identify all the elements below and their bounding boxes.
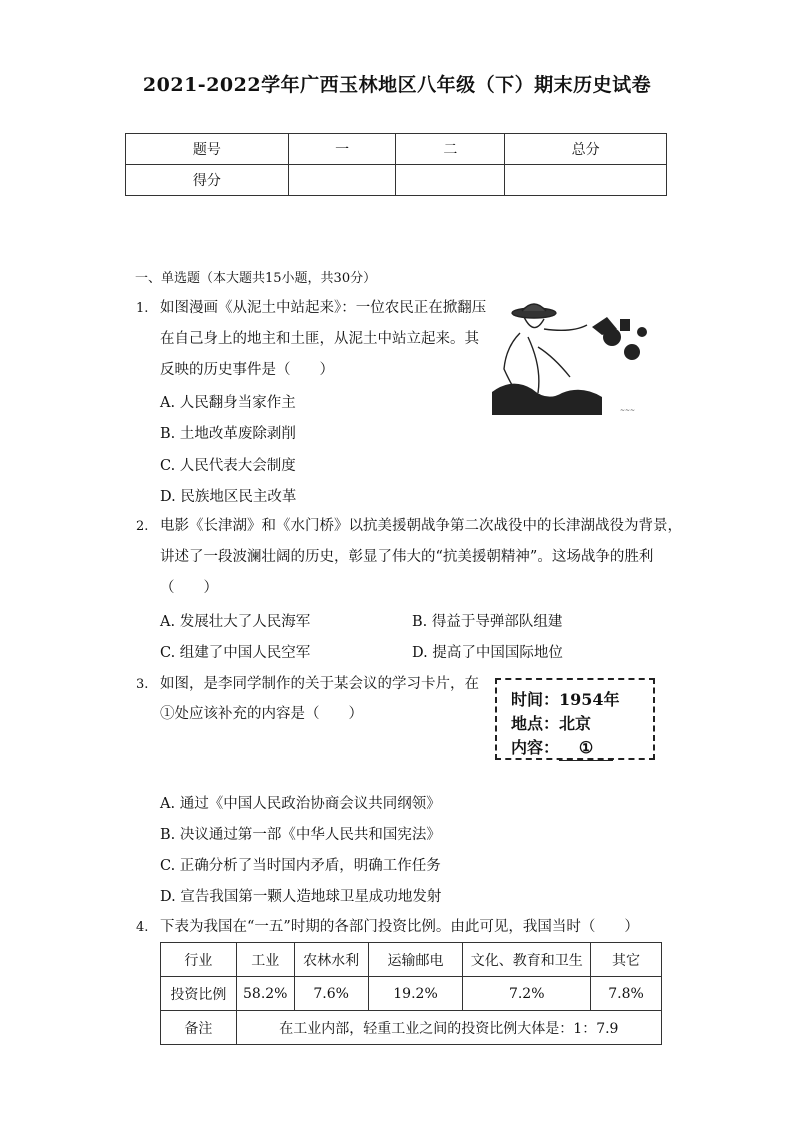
card-time: 时间：1954年 (511, 690, 620, 709)
question-number: 4. (136, 920, 149, 935)
question-3-line: 如图，是李同学制作的关于某会议的学习卡片，在 (160, 676, 479, 692)
investment-table (160, 942, 662, 1045)
page-title: 2021-2022学年广西玉林地区八年级（下）期末历史试卷 (142, 74, 652, 96)
score-table-header-row (126, 134, 667, 165)
investment-value-row (161, 977, 662, 1011)
cartoon-image (492, 297, 657, 417)
table-cell: 7.2% (463, 977, 591, 1011)
investment-note-row (161, 1011, 662, 1045)
option-a[interactable]: A. 发展壮大了人民海军 (160, 614, 311, 630)
question-1-line: 在自己身上的地主和土匪，从泥土中站立起来。其 (160, 331, 479, 347)
score-cell: 总分 (505, 134, 667, 165)
question-1-line: 反映的历史事件是（ ） (160, 362, 334, 378)
score-input-cell[interactable] (396, 165, 505, 196)
table-header-cell: 运输邮电 (368, 943, 463, 977)
option-b[interactable]: B. 得益于导弹部队组建 (412, 614, 563, 630)
section-heading: 一、单选题（本大题共15小题，共30分） (135, 271, 377, 286)
option-d[interactable]: D. 民族地区民主改革 (160, 489, 297, 505)
card-content-blank: ① (559, 736, 613, 761)
question-4-line: 下表为我国在“一五”时期的各部门投资比例。由此可见，我国当时（ ） (160, 919, 639, 935)
table-note-cell: 在工业内部，轻重工业之间的投资比例大体是：1：7.9 (236, 1011, 661, 1045)
score-cell: 二 (396, 134, 505, 165)
score-table (125, 133, 667, 196)
score-input-cell[interactable] (505, 165, 667, 196)
question-number: 2. (136, 519, 149, 534)
table-header-cell: 行业 (161, 943, 237, 977)
question-1-line: 如图漫画《从泥土中站起来》：一位农民正在掀翻压 (160, 300, 487, 316)
question-number: 1. (136, 301, 149, 316)
option-d[interactable]: D. 提高了中国国际地位 (412, 645, 563, 661)
table-header-cell: 工业 (236, 943, 294, 977)
score-cell: 得分 (126, 165, 289, 196)
option-d[interactable]: D. 宣告我国第一颗人造地球卫星成功地发射 (160, 889, 442, 905)
question-2-line: 讲述了一段波澜壮阔的历史，彰显了伟大的“抗美援朝精神”。这场战争的胜利 (160, 549, 654, 565)
table-cell: 7.8% (591, 977, 662, 1011)
option-a[interactable]: A. 通过《中国人民政治协商会议共同纲领》 (160, 796, 441, 812)
option-b[interactable]: B. 决议通过第一部《中华人民共和国宪法》 (160, 827, 441, 843)
score-input-cell[interactable] (288, 165, 396, 196)
card-content (511, 736, 639, 761)
question-3-line: ①处应该补充的内容是（ ） (160, 706, 363, 722)
option-c[interactable]: C. 人民代表大会制度 (160, 458, 296, 474)
card-place: 地点：北京 (511, 714, 592, 733)
table-header-cell: 其它 (591, 943, 662, 977)
table-cell: 备注 (161, 1011, 237, 1045)
question-2-line: 电影《长津湖》和《水门桥》以抗美援朝战争第二次战役中的长津湖战役为背景， (160, 518, 682, 534)
svg-text:~~~: ~~~ (620, 407, 636, 414)
option-c[interactable]: C. 组建了中国人民空军 (160, 645, 311, 661)
table-header-cell: 农林水利 (294, 943, 368, 977)
table-cell: 7.6% (294, 977, 368, 1011)
table-cell: 投资比例 (161, 977, 237, 1011)
score-cell: 题号 (126, 134, 289, 165)
question-2-line: （ ） (160, 580, 218, 596)
option-b[interactable]: B. 土地改革废除剥削 (160, 426, 296, 442)
investment-header-row (161, 943, 662, 977)
card-content-label: 内容： (511, 738, 560, 757)
option-c[interactable]: C. 正确分析了当时国内矛盾，明确工作任务 (160, 858, 441, 874)
question-number: 3. (136, 677, 149, 692)
option-a[interactable]: A. 人民翻身当家作主 (160, 395, 296, 411)
table-cell: 19.2% (368, 977, 463, 1011)
score-table-row (126, 165, 667, 196)
study-card (495, 678, 655, 760)
table-header-cell: 文化、教育和卫生 (463, 943, 591, 977)
table-cell: 58.2% (236, 977, 294, 1011)
score-cell: 一 (288, 134, 396, 165)
